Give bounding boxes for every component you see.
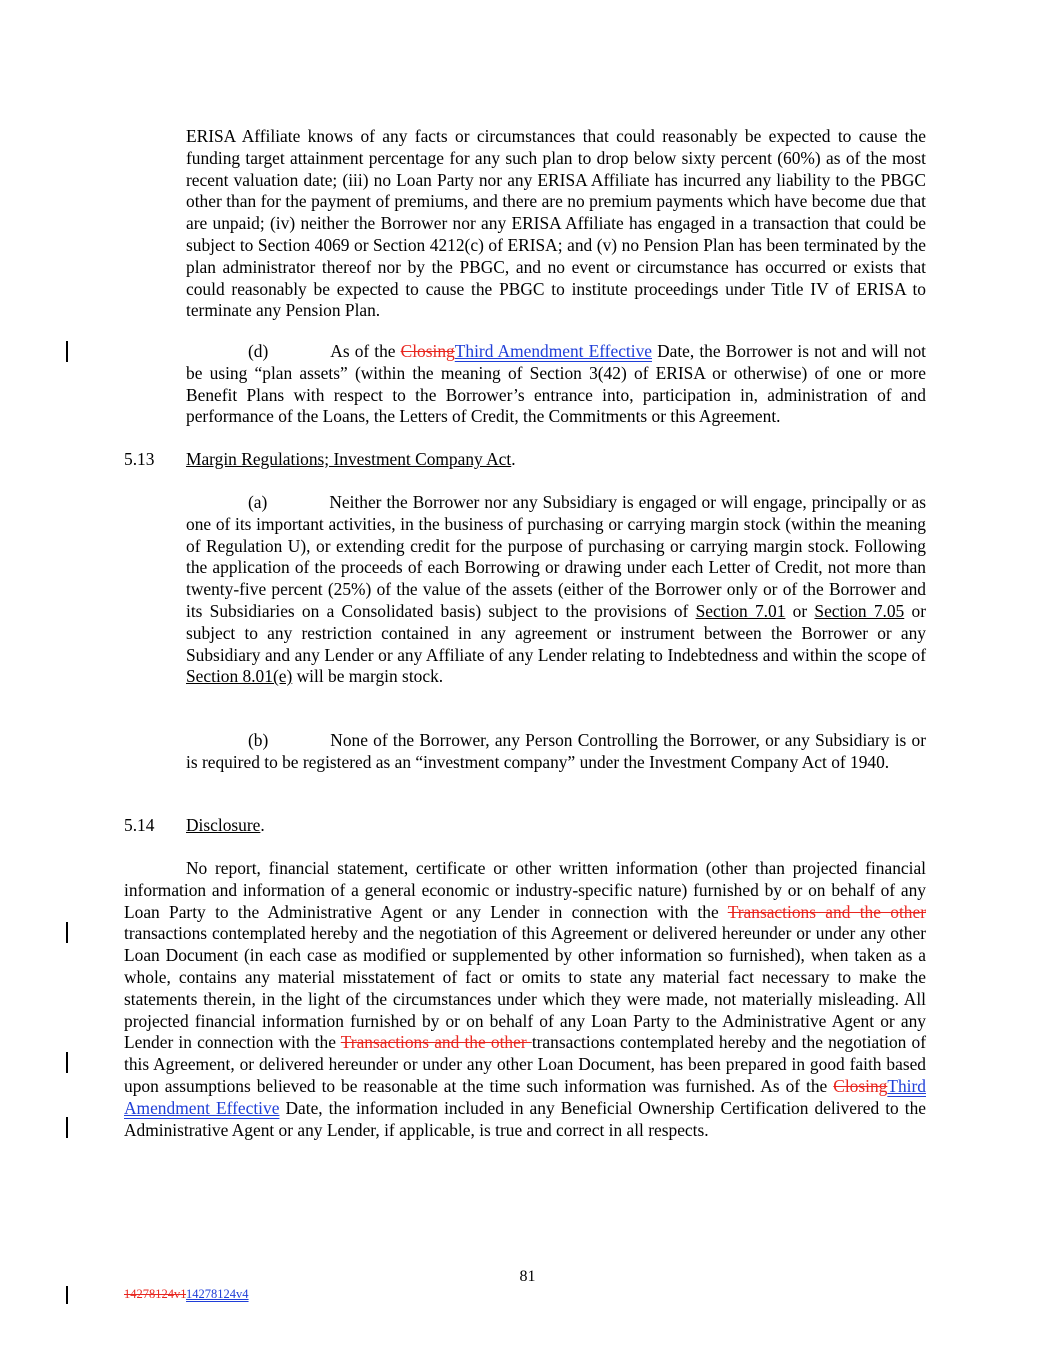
inserted-text: Third Amendment Effective: [454, 341, 652, 361]
change-bar: [66, 922, 68, 943]
paragraph-b: (b) None of the Borrower, any Person Controlling the Borrower, or any Subsidiary is or is required to be registered as an “investment company” under the Investment Company Act of 1940.: [186, 730, 926, 772]
section-reference: Section 7.05: [814, 600, 905, 621]
section-title: Disclosure: [186, 815, 261, 835]
deleted-doc-id: 14278124v1: [124, 1287, 187, 1301]
deleted-text: Transactions and the other: [340, 1032, 532, 1053]
change-bar: [66, 1286, 68, 1304]
inserted-text: Third Amendment Effective: [124, 1075, 926, 1118]
deleted-text: Closing: [833, 1075, 888, 1096]
clause-label: (a): [248, 492, 268, 512]
document-id-footer: [124, 1287, 249, 1302]
section-5-13-heading: 5.13 Margin Regulations; Investment Company Act.: [124, 449, 516, 469]
paragraph-disclosure: No report, financial statement, certificate or other written information (other than projected financial information and information of a general economic or industry-specific nature) furnished by or on behalf of any Loan Party to the Administrative Agent or any Lender in connection with the Transactions and the other transactions contemplated hereby and the negotiation of this Agreement or delivered hereunder or under any other Loan Document (in each case as modified or supplemented by other information so furnished), when taken as a whole, contains any material misstatement of fact or omits to state any material fact necessary to make the statements therein, in the light of the circumstances under which they were made, not materially misleading. All projected financial information furnished by or on behalf of any Loan Party to the Administrative Agent or any Lender in connection with the Transactions and the other transactions contemplated hereby and the negotiation of this Agreement, or delivered hereunder or under any other Loan Document, has been prepared in good faith based upon assumptions believed to be reasonable at the time such information was furnished. As of the ClosingThird Amendment Effective Date, the information included in any Beneficial Ownership Certification delivered to the Administrative Agent or any Lender, if applicable, is true and correct in all respects.: [124, 858, 927, 1140]
paragraph-erisa: ERISA Affiliate knows of any facts or circumstances that could reasonably be expected to cause the funding target attainment percentage for any such plan to drop below sixty percent (60%) as of the most recent valuation date; (iii) no Loan Party nor any ERISA Affiliate has incurred any liability to the PBGC other than for the payment of premiums, and there are no premium payments which have become due that are unpaid; (iv) neither the Borrower nor any ERISA Affiliate has engaged in a transaction that could be subject to Section 4069 or Section 4212(c) of ERISA; and (v) no Pension Plan has been terminated by the plan administrator thereof nor by the PBGC, and no event or circumstance has occurred or exists that could reasonably be expected to cause the PBGC to institute proceedings under Title IV of ERISA to terminate any Pension Plan.: [186, 126, 926, 321]
inserted-doc-id: 14278124v4: [186, 1287, 249, 1301]
section-5-14-heading: 5.14 Disclosure.: [124, 815, 265, 835]
deleted-text: Closing: [400, 341, 455, 361]
paragraph-a: (a) Neither the Borrower nor any Subsidiary is engaged or will engage, principally or as one of its important activities, in the business of purchasing or carrying margin stock (within the meaning of Regulation U), or extending credit for the purpose of purchasing or carrying margin stock. Following the application of the proceeds of each Borrowing or drawing under each Letter of Credit, not more than twenty-five percent (25%) of the value of the assets (either of the Borrower only or of the Borrower and its Subsidiaries on a Consolidated basis) subject to the provisions of Section 7.01 or Section 7.05 or subject to any restriction contained in any agreement or instrument between the Borrower or any Subsidiary and any Lender or any Affiliate of any Lender relating to Indebtedness and within the scope of Section 8.01(e) will be margin stock.: [186, 492, 926, 687]
clause-label: (d): [248, 341, 269, 361]
change-bar: [66, 1117, 68, 1138]
clause-label: (b): [248, 730, 269, 750]
deleted-text: Transactions and the other: [727, 901, 927, 922]
section-title: Margin Regulations; Investment Company Act: [186, 449, 512, 469]
section-reference: Section 7.01: [695, 600, 786, 621]
change-bar: [66, 1052, 68, 1073]
page-number: 81: [519, 1268, 536, 1285]
change-bar: [66, 341, 68, 362]
section-reference: Section 8.01(e): [186, 666, 293, 687]
paragraph-d: (d) As of the ClosingThird Amendment Effective Date, the Borrower is not and will not be using “plan assets” (within the meaning of Section 3(42) of ERISA or otherwise) of one or more Benefit Plans with respect to the Borrower’s entrance into, participation in, administration of and performance of the Loans, the Letters of Credit, the Commitments or this Agreement.: [186, 341, 926, 427]
